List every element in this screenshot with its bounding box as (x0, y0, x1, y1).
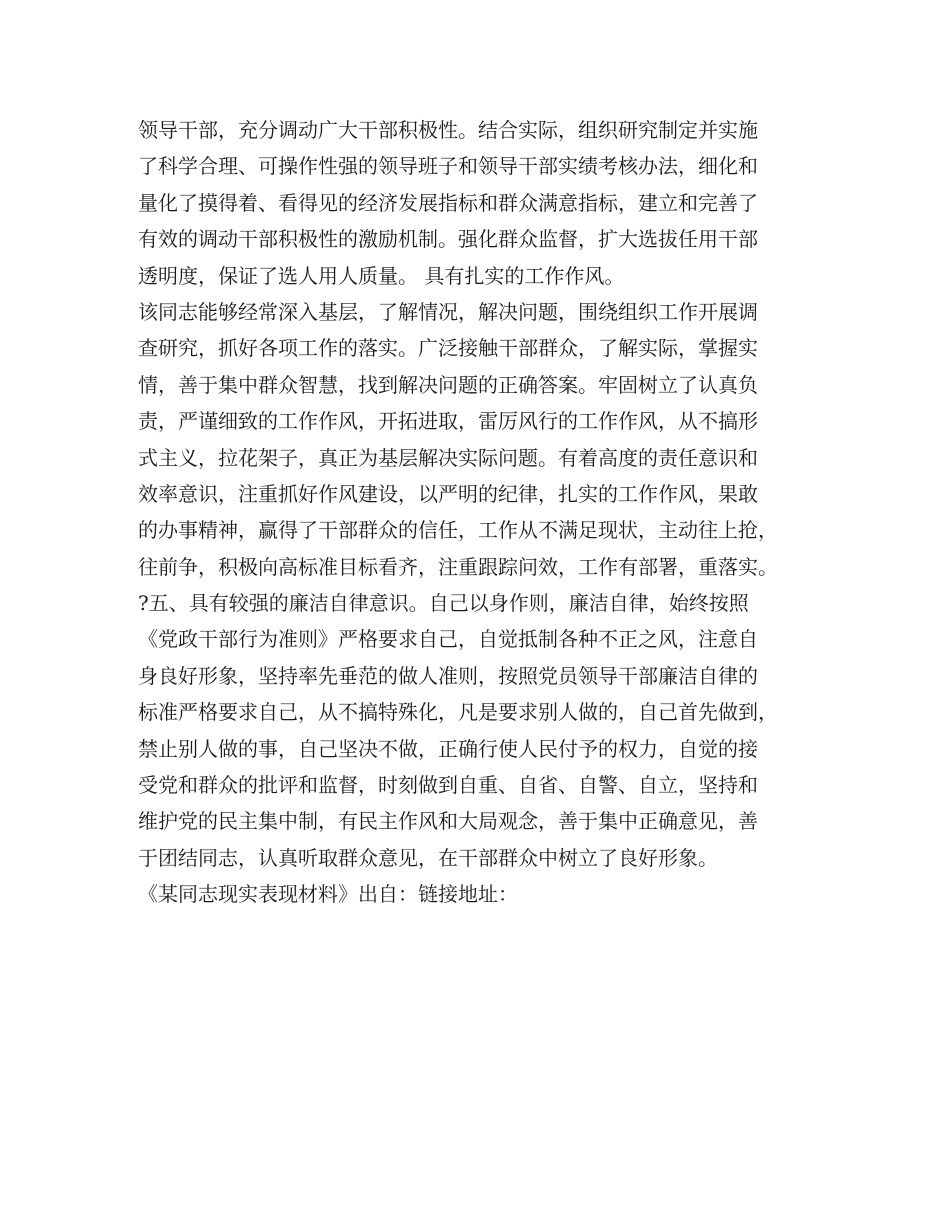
source-line: 《某同志现实表现材料》出自：链接地址： (138, 882, 518, 907)
text-line: 标准严格要求自己，从不搞特殊化，凡是要求别人做的，自己首先做到， (138, 700, 778, 725)
text-line: 有效的调动干部积极性的激励机制。强化群众监督，扩大选拔任用干部 (138, 227, 758, 252)
text-line: 效率意识，注重抓好作风建设，以严明的纪律，扎实的工作作风，果敢 (138, 481, 758, 506)
text-line: 受党和群众的批评和监督，时刻做到自重、自省、自警、自立，坚持和 (138, 773, 758, 798)
text-line: 《党政干部行为准则》严格要求自己，自觉抵制各种不正之风，注意自 (138, 627, 758, 652)
text-line: 禁止别人做的事，自己坚决不做，正确行使人民付予的权力，自觉的接 (138, 736, 758, 761)
text-line: 情，善于集中群众智慧，找到解决问题的正确答案。牢固树立了认真负 (138, 372, 758, 397)
text-line: 了科学合理、可操作性强的领导班子和领导干部实绩考核办法，细化和 (138, 154, 758, 179)
text-line: 的办事精神，赢得了干部群众的信任，工作从不满足现状，主动往上抢， (138, 518, 778, 543)
text-line: 维护党的民主集中制，有民主作风和大局观念，善于集中正确意见，善 (138, 809, 758, 834)
text-line: 透明度，保证了选人用人质量。 具有扎实的工作作风。 (138, 263, 625, 288)
text-line: 查研究，抓好各项工作的落实。广泛接触干部群众，了解实际，掌握实 (138, 336, 758, 361)
text-line: ?五、具有较强的廉洁自律意识。自己以身作则，廉洁自律，始终按照 (138, 591, 749, 616)
text-line: 身良好形象，坚持率先垂范的做人准则，按照党员领导干部廉洁自律的 (138, 663, 758, 688)
text-line: 于团结同志，认真听取群众意见，在干部群众中树立了良好形象。 (138, 845, 718, 870)
text-line: 量化了摸得着、看得见的经济发展指标和群众满意指标，建立和完善了 (138, 190, 758, 215)
body-text (138, 112, 828, 913)
text-line: 责，严谨细致的工作作风，开拓进取，雷厉风行的工作作风，从不搞形 (138, 409, 758, 434)
text-line: 领导干部，充分调动广大干部积极性。结合实际，组织研究制定并实施 (138, 118, 758, 142)
text-line: 该同志能够经常深入基层，了解情况，解决问题，围绕组织工作开展调 (138, 299, 758, 324)
text-line: 往前争，积极向高标准目标看齐，注重跟踪问效，工作有部署，重落实。 (138, 554, 778, 579)
text-line: 式主义，拉花架子，真正为基层解决实际问题。有着高度的责任意识和 (138, 445, 758, 470)
